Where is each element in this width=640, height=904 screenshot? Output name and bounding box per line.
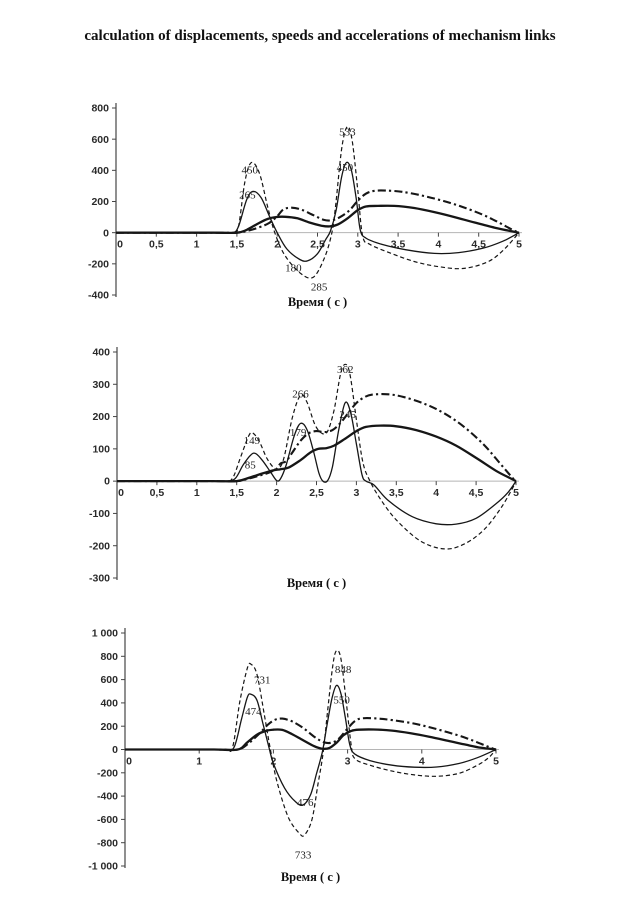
x-axis-title: Время ( с ) bbox=[280, 870, 341, 884]
value-label: 476 bbox=[297, 796, 314, 809]
x-tick-label: 0 bbox=[118, 487, 124, 500]
y-tick-label: -400 bbox=[96, 790, 118, 803]
value-label: 731 bbox=[254, 674, 271, 687]
y-tick-label: 100 bbox=[92, 443, 110, 456]
y-tick-label: 400 bbox=[100, 697, 118, 710]
x-tick-label: 5 bbox=[493, 755, 499, 768]
x-tick-label: 0 bbox=[126, 755, 132, 768]
value-label: 179 bbox=[289, 427, 307, 440]
value-label: 533 bbox=[339, 126, 356, 139]
x-tick-label: 1,5 bbox=[229, 238, 245, 251]
chart-1-svg bbox=[0, 95, 640, 335]
y-tick-label: -200 bbox=[96, 767, 118, 780]
x-tick-label: 0 bbox=[117, 238, 123, 251]
x-tick-label: 0,5 bbox=[148, 238, 164, 251]
series-solid-thick bbox=[117, 426, 516, 482]
chart-3-svg bbox=[0, 618, 640, 904]
y-tick-label: -800 bbox=[96, 837, 118, 850]
y-tick-label: 800 bbox=[100, 650, 118, 663]
x-tick-label: 4 bbox=[435, 238, 442, 251]
value-label: 265 bbox=[239, 189, 256, 202]
y-tick-label: 400 bbox=[92, 346, 110, 359]
y-tick-label: 400 bbox=[91, 164, 109, 177]
x-tick-label: 0,5 bbox=[149, 487, 165, 500]
x-tick-label: 4,5 bbox=[468, 487, 484, 500]
chart-3 bbox=[0, 618, 640, 904]
y-tick-label: -300 bbox=[88, 572, 110, 585]
x-tick-label: 4 bbox=[418, 755, 425, 768]
x-tick-label: 2,5 bbox=[310, 238, 325, 251]
value-label: 362 bbox=[336, 364, 354, 377]
y-tick-label: -1 000 bbox=[88, 860, 118, 873]
y-tick-label: -200 bbox=[88, 540, 110, 553]
x-tick-label: 2,5 bbox=[309, 487, 324, 500]
value-label: 550 bbox=[333, 694, 350, 707]
series-dashed bbox=[117, 364, 516, 549]
value-label: 474 bbox=[245, 706, 262, 719]
x-tick-label: 3,5 bbox=[390, 238, 406, 251]
y-tick-label: 600 bbox=[91, 133, 109, 146]
y-tick-label: -100 bbox=[88, 508, 110, 521]
x-tick-label: 2 bbox=[274, 238, 281, 251]
y-tick-label: 300 bbox=[92, 378, 110, 391]
y-tick-label: 0 bbox=[103, 227, 109, 240]
x-tick-label: 4,5 bbox=[471, 238, 487, 251]
value-label: 245 bbox=[339, 408, 356, 421]
chart-2 bbox=[0, 338, 640, 596]
value-label: 180 bbox=[285, 262, 302, 275]
value-label: 450 bbox=[241, 164, 259, 177]
x-tick-label: 2 bbox=[270, 755, 277, 768]
value-label: 149 bbox=[243, 435, 261, 448]
y-tick-label: 0 bbox=[104, 475, 110, 488]
value-label: 266 bbox=[292, 388, 309, 401]
x-tick-label: 3,5 bbox=[388, 487, 404, 500]
series-dash-dot bbox=[117, 394, 516, 481]
x-axis-title: Время ( с ) bbox=[287, 295, 348, 309]
chart-1 bbox=[0, 95, 640, 335]
series-dashed bbox=[116, 126, 519, 278]
y-tick-label: 200 bbox=[91, 196, 109, 209]
x-tick-label: 5 bbox=[516, 238, 522, 251]
chart-2-svg bbox=[0, 338, 640, 596]
x-tick-label: 3 bbox=[344, 755, 351, 768]
series-solid-thin bbox=[117, 402, 516, 525]
y-tick-label: 200 bbox=[92, 411, 110, 424]
series-dash-dot bbox=[116, 190, 519, 232]
page-title: calculation of displacements, speeds and accelerations of mechanism links bbox=[84, 28, 556, 44]
value-label: 848 bbox=[334, 664, 352, 677]
value-label: 85 bbox=[244, 459, 256, 472]
x-tick-label: 4 bbox=[433, 487, 440, 500]
value-label: 450 bbox=[336, 162, 354, 175]
value-label: 733 bbox=[294, 849, 312, 862]
x-tick-label: 5 bbox=[513, 487, 519, 500]
x-tick-label: 1 bbox=[193, 487, 200, 500]
y-tick-label: 200 bbox=[100, 720, 118, 733]
y-tick-label: 0 bbox=[112, 744, 118, 757]
x-axis-title: Время ( с ) bbox=[286, 576, 347, 590]
x-tick-label: 1 bbox=[193, 238, 200, 251]
y-tick-label: -200 bbox=[87, 258, 109, 271]
y-tick-label: 1 000 bbox=[91, 627, 118, 640]
x-tick-label: 3 bbox=[353, 487, 360, 500]
y-tick-label: 600 bbox=[100, 674, 118, 687]
y-tick-label: -600 bbox=[96, 814, 118, 826]
series-solid-thick bbox=[116, 206, 519, 233]
x-tick-label: 3 bbox=[354, 238, 361, 251]
y-tick-label: -400 bbox=[87, 289, 109, 302]
x-tick-label: 1 bbox=[196, 755, 203, 768]
x-tick-label: 1,5 bbox=[229, 487, 245, 500]
y-tick-label: 800 bbox=[91, 102, 109, 115]
value-label: 285 bbox=[310, 281, 328, 294]
x-tick-label: 2 bbox=[273, 487, 280, 500]
